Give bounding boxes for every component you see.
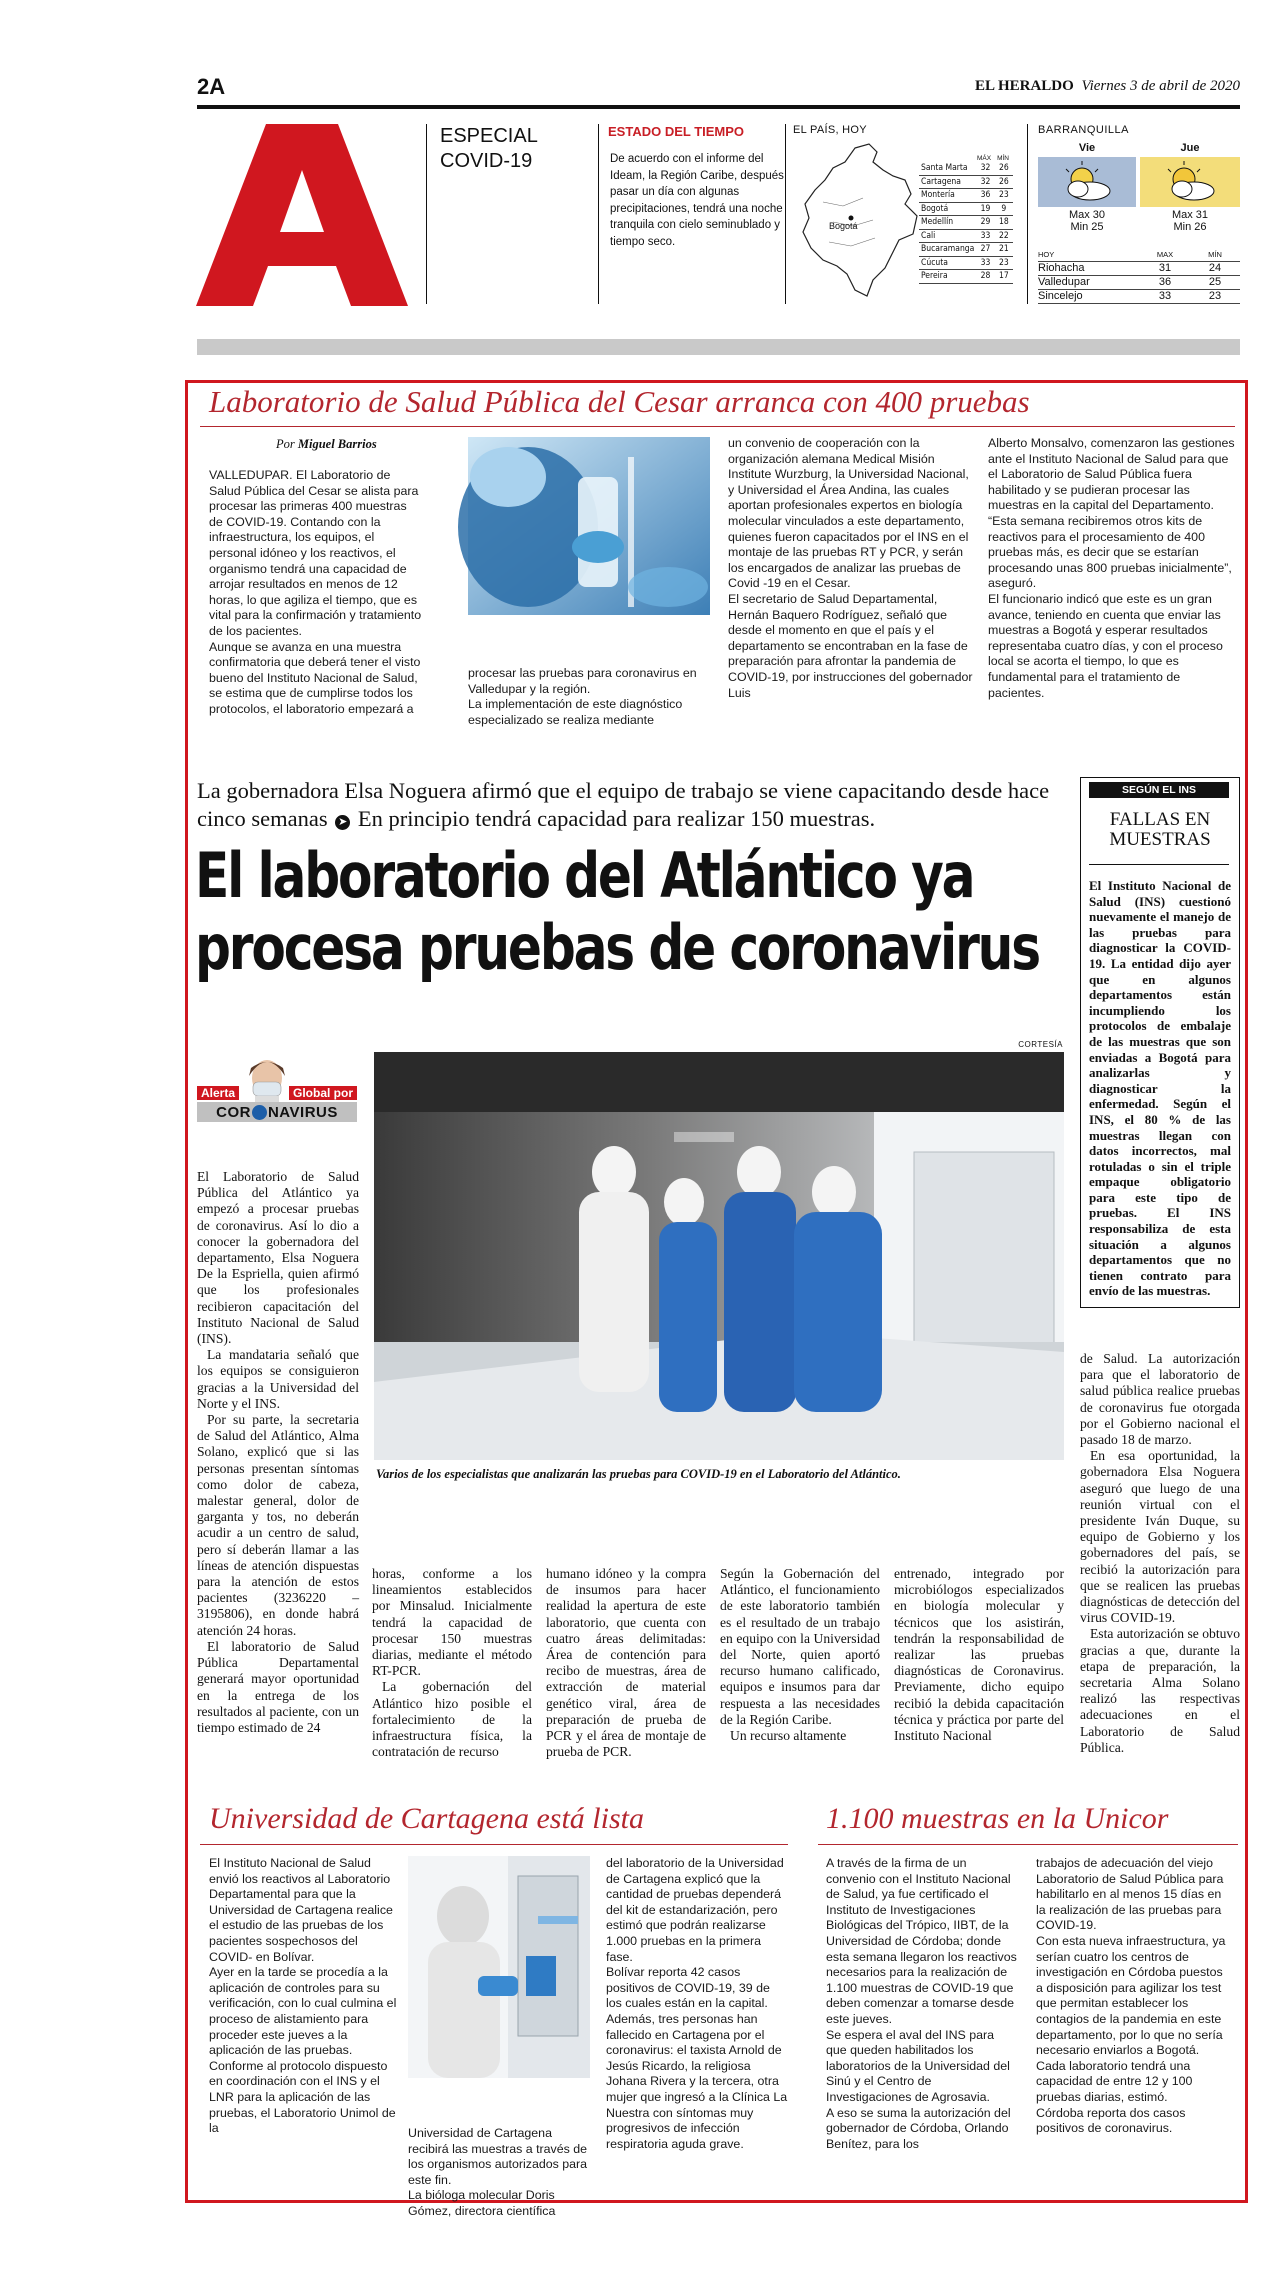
sidebar-title: FALLAS EN MUESTRAS <box>1109 809 1211 850</box>
atlantico-column-4 <box>720 1566 880 1761</box>
paragraph: En esa oportunidad, la gobernadora Elsa Noguera aseguró que luego de una reunión virtual con el presidente Iván Duque, su equipo de Gobierno y los gobernadores del país, se recibió la autorización para que se realicen las pruebas diagnósticas de detección del virus COVID-19. <box>1080 1448 1240 1626</box>
paragraph: Ayer en la tarde se procedía a la aplicación de controles para su verificación, con lo cual culmina el proceso de alistamiento para proceder este jueves a la aplicación de las pruebas. <box>209 1965 397 2058</box>
weather-heading: ESTADO DEL TIEMPO <box>608 124 745 139</box>
paragraph: El funcionario indicó que este es un gran avance, teniendo en cuenta que enviar las muestras a Bogotá y esperar resultados representaba cuatro días, y con el proceso local se acorta el tiempo, lo que es fundamental para el tratamiento de pacientes. <box>988 591 1223 700</box>
paragraph: Aunque se avanza en una muestra confirmatoria que deberá tener el visto bueno del Instituto Nacional de Salud, se estima que de cumplirse todos los protocolos, el laboratorio empezará a <box>209 639 421 716</box>
woman-face-mask-icon <box>237 1056 297 1108</box>
paragraph: Se espera el aval del INS para que queden habilitados los laboratorios de la Universidad del Sinú y el Centro de Investigaciones de Agrosavia. <box>826 2027 1010 2104</box>
weather-text: De acuerdo con el informe del Ideam, la Región Caribe, después pasar un día con algunas precipitaciones, tendrá una noche tranquila con cielo seminublado y tiempo seco. <box>610 153 784 248</box>
atlantico-column-1 <box>197 1169 359 1761</box>
cesar-lab-photo <box>468 437 710 615</box>
atlantico-column-2 <box>372 1566 532 1761</box>
forecast-icon-2 <box>1140 157 1240 207</box>
paragraph: un convenio de cooperación con la organización alemana Medical Misión Institute Wurzburg, la Universidad Nacional, y Universidad el Área Andina, las cuales aportan profesionales expertos en biología molecular vinculados a este departamento, quienes fueron capacitados por el INS en el montaje de las pruebas RT y PCR, y serán los encargados de analizar las pruebas de Covid -19 en el Cesar. <box>728 436 969 591</box>
city-row: Cúcuta 33 23 <box>919 256 1013 270</box>
paragraph: Cada laboratorio tendrá una capacidad de entre 12 y 100 pruebas diarias, estimó. <box>1036 2058 1193 2104</box>
atlantico-lab-photo <box>374 1052 1064 1460</box>
unicor-column-1 <box>826 1856 1018 2196</box>
paragraph: La bióloga molecular Doris Gómez, directora científica <box>408 2188 556 2218</box>
cloud-sun-icon <box>1038 157 1136 207</box>
paragraph: Conforme al protocolo dispuesto en coordinación con el INS y el LNR para la aplicación de las pruebas, el Laboratorio Unimol de la <box>209 2058 396 2136</box>
paragraph: del laboratorio de la Universidad de Cartagena explicó que la cantidad de pruebas dependerá del kit de estandarización, pero estimó que podrán realizarse 1.000 pruebas en la primera fase. <box>606 1856 784 1964</box>
byline: Por Miguel Barrios <box>276 437 377 451</box>
paragraph: “Esta semana recibiremos otros kits de reactivos para el procesamiento de 400 pruebas más, es decir que se estarían procesando unas 800 pruebas inicialmente”, aseguró. <box>988 513 1232 591</box>
paragraph: VALLEDUPAR. El Laboratorio de Salud Pública del Cesar se alista para procesar las primeras 400 muestras de COVID-19. Contando con la infraestructura, los equipos, el personal idóneo y los reactivos, el organismo tendrá una capacidad de arrojar resultados en menos de 12 horas, lo que agiliza el tiempo, que es vital para la confirmación y tratamiento de los pacientes. <box>209 468 422 638</box>
local-forecast: BARRANQUILLA Vie Max 30 Min 25 Jue Max 31 Min 26 HOY MAX MÍN Riohacha 31 24 Valledupar 36 25 Sincelejo 33 23 <box>1038 124 1240 304</box>
paragraph: Alberto Monsalvo, comenzaron las gestiones ante el Instituto Nacional de Salud para que el Laboratorio de Salud Pública fuera habilitado y se pudieran procesar las muestras en la capital del Departamento. <box>988 436 1235 513</box>
paragraph: El Instituto Nacional de Salud envió los reactivos al Laboratorio Departamental para que la Universidad de Cartagena realice el estudio de las pruebas de los pacientes sospechosos del COVID- en Bolívar. <box>209 1856 393 1964</box>
paragraph: procesar las pruebas para coronavirus en Valledupar y la región. <box>468 666 697 696</box>
forecast-icon-1 <box>1038 157 1136 207</box>
paragraph: Universidad de Cartagena recibirá las muestras a través de los organismos autorizados para este fin. <box>408 2126 588 2187</box>
cartagena-lab-photo <box>408 1856 590 2078</box>
paragraph: El laboratorio de Salud Pública Departamental generará mayor oportunidad en la entrega de los resultados al paciente, con un tiempo estimado de 24 <box>197 1638 359 1735</box>
weather-block <box>608 124 784 250</box>
header-band <box>197 339 1240 355</box>
paragraph: Bolívar reporta 42 casos positivos de COVID-19, 39 de los cuales están en la capital. Además, tres personas han fallecido en Cartagena por el coronavirus: el taxista Arnold de Jesús Ricardo, la religiosa Johana Rivera y la tercera, otra mujer que ingresó a la Clínica La Nuestra con síntomas muy progresivos de infección respiratoria aguda grave. <box>606 1965 788 2151</box>
city-row: Bogotá 19 9 <box>919 202 1013 216</box>
lab-team-photo-icon <box>374 1052 1064 1460</box>
paragraph: Córdoba reporta dos casos positivos de coronavirus. <box>1036 2105 1186 2136</box>
paragraph: A eso se suma la autorización del gobernador de Córdoba, Orlando Benítez, para los <box>826 2105 1011 2151</box>
paragraph: Esta autorización se obtuvo gracias a que, durante la etapa de preparación, la secretaria Alma Solano realizó las respectivas adecuaciones en el Laboratorio de Salud Pública. <box>1080 1626 1240 1755</box>
today-row: Sincelejo 33 23 <box>1038 290 1240 304</box>
photo-credit: CORTESÍA <box>1018 1040 1063 1049</box>
atlantico-column-6 <box>1080 1351 1240 1761</box>
forecast-day-1: Vie Max 30 Min 25 <box>1038 142 1136 233</box>
cesar-column-1 <box>209 468 423 734</box>
lab-technician-photo-icon <box>468 437 710 615</box>
city-weather-table <box>919 162 1013 284</box>
country-weather-map: EL PAÍS, HOY Bogotá MÁX MÍN Santa Marta 32 26 Cartagena 32 26 Montería 36 23 Bogotá 19 9 Medellín 29 18 Cali 33 22 Bucaramanga 27 21 Cúcuta 33 23 Pereira 28 17 <box>793 124 1015 304</box>
issue-date: Viernes 3 de abril de 2020 <box>1081 78 1240 94</box>
paragraph: trabajos de adecuación del viejo Laboratorio de Salud Pública para habilitarlo en al menos 15 días en la realización de las pruebas para COVID-19. <box>1036 1856 1224 1933</box>
masthead <box>197 74 1240 116</box>
cartagena-column-3 <box>606 1856 788 2196</box>
atlantico-deck: La gobernadora Elsa Noguera afirmó que el equipo de trabajo se viene capacitando desde hace cinco semanas ➤ En principio tendrá capacidad para realizar 150 muestras. <box>197 778 1050 831</box>
paragraph: La gobernación del Atlántico hizo posible el fortalecimiento de la infraestructura física, la contratación de recurso <box>372 1679 532 1760</box>
section-letter-logo <box>196 124 408 306</box>
cesar-headline: Laboratorio de Salud Pública del Cesar arranca con 400 pruebas <box>209 384 1030 419</box>
cartagena-column-1 <box>209 1856 401 2196</box>
city-row: Medellín 29 18 <box>919 216 1013 230</box>
paragraph: La implementación de este diagnóstico especializado se realiza mediante <box>468 697 683 727</box>
city-row: Pereira 28 17 <box>919 270 1013 284</box>
unicor-headline: 1.100 muestras en la Unicor <box>826 1802 1169 1835</box>
sidebar-body: El Instituto Nacional de Salud (INS) cuestionó nuevamente el manejo de las pruebas para diagnosticar la COVID-19. La entidad dijo ayer que en algunos departamentos están incumpliendo los protocolos de embalaje de las muestras que son enviadas a Bogotá para analizarlas y diagnosticar la enfermedad. Según el INS, el 80 % de las muestras llegan con datos incorrectos, mal rotuladas o sin el triple empaque obligatorio para este tipo de pruebas. El INS responsabiliza de esta situación a algunos departamentos que no tienen contrato para envío de las muestras. <box>1089 878 1231 1299</box>
cesar-column-2 <box>468 666 712 734</box>
atlantico-column-5 <box>894 1566 1064 1761</box>
today-row: Valledupar 36 25 <box>1038 276 1240 290</box>
today-weather-table <box>1038 262 1240 304</box>
cesar-column-3 <box>728 436 975 734</box>
city-row: Cartagena 32 26 <box>919 175 1013 189</box>
colombia-map-icon <box>793 142 923 302</box>
cartagena-headline: Universidad de Cartagena está lista <box>209 1802 644 1835</box>
paragraph: entrenado, integrado por microbiólogos especializados en biología molecular y técnicos que los asistirán, tendrán la responsabilidad de realizar las pruebas diagnósticas de Coronavirus. Previamente, dicho equipo recibió la debida capacitación técnica y práctica por parte del Instituto Nacional <box>894 1566 1064 1744</box>
cartagena-column-2 <box>408 2126 592 2218</box>
today-row: Riohacha 31 24 <box>1038 262 1240 276</box>
paragraph: humano idóneo y la compra de insumos para hacer realidad la apertura de este laboratorio, que cuenta con cuatro áreas delimitadas: Área de contención para recibo de muestras, área de extracción de material genético viral, área de preparación de prueba de PCR y el área de montaje de prueba de PCR. <box>546 1566 706 1760</box>
map-city-label: Bogotá <box>829 221 858 231</box>
city-row: Bucaramanga 27 21 <box>919 243 1013 257</box>
virus-icon <box>252 1105 267 1120</box>
paragraph: Con esta nueva infraestructura, ya serían cuatro los centros de investigación en Córdoba puestos a disposición para agilizar los test que permitan establecer los contagios de la pandemia en este departamento, por lo que no sería necesario enviarlos a Bogotá. <box>1036 1933 1226 2058</box>
atlantico-column-3 <box>546 1566 706 1761</box>
paragraph: El Laboratorio de Salud Pública del Atlántico ya empezó a procesar pruebas de coronavirus. Así lo dio a conocer la gobernadora del departamento, Elsa Noguera De la Espriella, quien afirmó que los profesionales recibieron capacitación del Instituto Nacional de Salud (INS). <box>197 1169 359 1347</box>
coronavirus-badge: Alerta Global por COR NAVIRUS <box>197 1056 357 1124</box>
paragraph: La mandataria señaló que los equipos se consiguieron gracias a la Universidad del Norte y el INS. <box>197 1347 359 1411</box>
section-title: ESPECIAL COVID-19 <box>440 125 538 172</box>
section-letter-a-icon <box>196 124 408 306</box>
brand-name: EL HERALDO <box>975 78 1074 94</box>
atlantico-headline: El laboratorio del Atlántico ya procesa pruebas de coronavirus <box>195 839 1040 984</box>
city-row: Cali 33 22 <box>919 229 1013 243</box>
masthead-rule <box>197 105 1240 109</box>
cesar-column-4 <box>988 436 1235 734</box>
arrow-circle-icon: ➤ <box>335 815 350 830</box>
city-row: Montería 36 23 <box>919 189 1013 203</box>
paragraph: Un recurso altamente <box>730 1728 847 1744</box>
paragraph: El secretario de Salud Departamental, Hernán Baquero Rodríguez, señaló que desde el momento en que el país y el departamento se encontraban en la fase de preparación para afrontar la pandemia de COVID-19, por instrucciones del gobernador Luis <box>728 591 973 700</box>
paragraph: Por su parte, la secretaria de Salud del Atlántico, Alma Solano, explicó que si las personas presentan síntomas como dolor de cabeza, malestar general, dolor de garganta y tos, no deberán acudir a un centro de salud, pero sí deberán llamar a las líneas de atención dispuestas para la atención de estos pacientes (3236220 – 3195806), en donde habrá atención 24 horas. <box>197 1412 359 1638</box>
page-number: 2A <box>197 74 226 99</box>
paragraph: Según la Gobernación del Atlántico, el funcionamiento de este laboratorio también es el resultado de un trabajo en equipo con la Universidad del Norte, quien aportó recurso humano calificado, equipos e insumos para dar respuesta a las necesidades de la Región Caribe. <box>720 1566 880 1727</box>
paragraph: horas, conforme a los lineamientos establecidos por Minsalud. Inicialmente tendrá la capacidad de procesar 150 muestras diarias, mediante el método RT-PCR. <box>372 1566 532 1679</box>
paragraph: A través de la firma de un convenio con el Instituto Nacional de Salud, ya fue certificado el Instituto de Investigaciones Biológicas del Trópico, IIBT, de la Universidad de Córdoba; donde esta semana llegaron los reactivos necesarios para la realización de 1.100 muestras de COVID-19 que deben comenzar a tomarse desde este jueves. <box>826 1856 1017 2026</box>
ins-sidebar: SEGÚN EL INS FALLAS EN MUESTRAS El Instituto Nacional de Salud (INS) cuestionó nuevamente el manejo de las pruebas para diagnosticar la COVID-19. La entidad dijo ayer que en algunos departamentos están incumpliendo los protocolos de embalaje de las muestras que son enviadas a Bogotá para analizarlas y diagnosticar la enfermedad. Según el INS, el 80 % de las muestras llegan con datos incorrectos, mal rotuladas o sin el triple empaque obligatorio para este tipo de pruebas. El INS responsabiliza de esta situación a algunos departamentos que no tienen contrato para envío de las muestras. <box>1080 777 1240 1308</box>
paragraph: de Salud. La autorización para que el laboratorio de salud pública realice pruebas de coronavirus fue otorgada por el Gobierno nacional el pasado 18 de marzo. <box>1080 1351 1240 1448</box>
photo-caption: Varios de los especialistas que analizarán las pruebas para COVID-19 en el Laboratorio del Atlántico. <box>376 1467 901 1481</box>
unicor-column-2 <box>1036 1856 1232 2196</box>
cloud-sun-icon <box>1140 157 1240 207</box>
forecast-day-2: Jue Max 31 Min 26 <box>1140 142 1240 233</box>
city-row: Santa Marta 32 26 <box>919 162 1013 175</box>
scientist-photo-icon <box>408 1856 590 2078</box>
